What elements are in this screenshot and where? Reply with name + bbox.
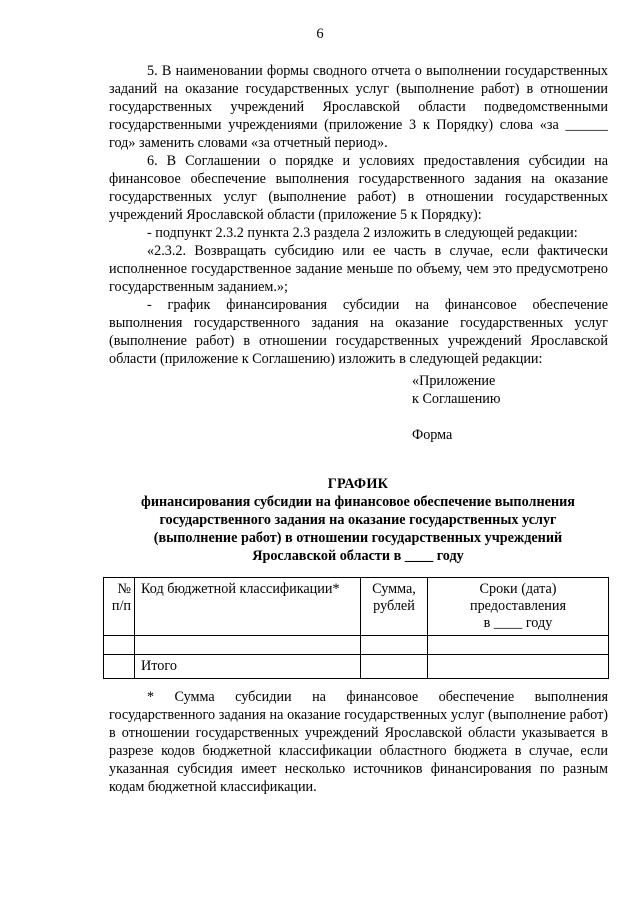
paragraph-quote-2-3-2: «2.3.2. Возвращать субсидию или ее часть в случае, если фактически исполненное государственное задание меньше по объему, чем это предусмотрено государственным заданием.»; (109, 243, 608, 295)
table-header-row (104, 578, 609, 636)
paragraph-6: 6. В Соглашении о порядке и условиях предоставления субсидии на финансовое обеспечение выполнения государственного задания на оказание государственных услуг (выполнение работ) в отношении государственных учреждений Ярославской области (приложение 5 к Порядку): (109, 153, 608, 223)
title-line-1: финансирования субсидии на финансовое обеспечение выполнения (141, 494, 575, 510)
title-heading: ГРАФИК (327, 476, 389, 492)
page-number: 6 (316, 26, 324, 42)
table-total-row (104, 655, 609, 679)
header-amount: Сумма, рублей (361, 578, 428, 636)
schedule-title (104, 475, 612, 565)
appendix-line-1: «Приложение (412, 373, 496, 389)
title-line-4: Ярославской области в ____ году (252, 548, 464, 564)
footnote-text: * Сумма субсидии на финансовое обеспечение выполнения государственного задания на оказание государственных услуг (выполнение работ) в отношении государственных учреждений Ярославской области указывается в разрезе кодов бюджетной классификации областного бюджета в случае, если указанная субсидия имеет несколько источников финансирования по разным кодам бюджетной классификации. (109, 689, 608, 795)
title-line-2: государственного задания на оказание государственных услуг (159, 512, 557, 528)
header-budget-code: Код бюджетной классификации* (135, 578, 361, 636)
header-dates: Сроки (дата) предоставления в ____ году (428, 578, 609, 636)
header-number: № п/п (104, 578, 135, 636)
form-label: Форма (412, 427, 453, 443)
footnote (109, 688, 608, 796)
table-row (104, 636, 609, 655)
paragraph-schedule: - график финансирования субсидии на финансовое обеспечение выполнения государственного задания на оказание государственных услуг (выполнение работ) в отношении государственных учреждений Ярославской области (приложение к Соглашению) изложить в следующей редакции: (109, 297, 608, 367)
appendix-line-2: к Соглашению (412, 391, 501, 407)
total-label: Итого (135, 655, 361, 679)
paragraph-subpoint: - подпункт 2.3.2 пункта 2.3 раздела 2 изложить в следующей редакции: (147, 225, 578, 241)
schedule-table (103, 577, 609, 679)
title-line-3: (выполнение работ) в отношении государственных учреждений (153, 530, 563, 546)
body-text (109, 62, 608, 368)
paragraph-5: 5. В наименовании формы сводного отчета о выполнении государственных заданий на оказание государственных услуг (выполнение работ) в отношении государственных учреждений Ярославской области подведомственными государственными учреждениями (приложение 3 к Порядку) слова «за ______ год» заменить словами «за отчетный период». (109, 63, 608, 151)
appendix-block (412, 372, 500, 444)
